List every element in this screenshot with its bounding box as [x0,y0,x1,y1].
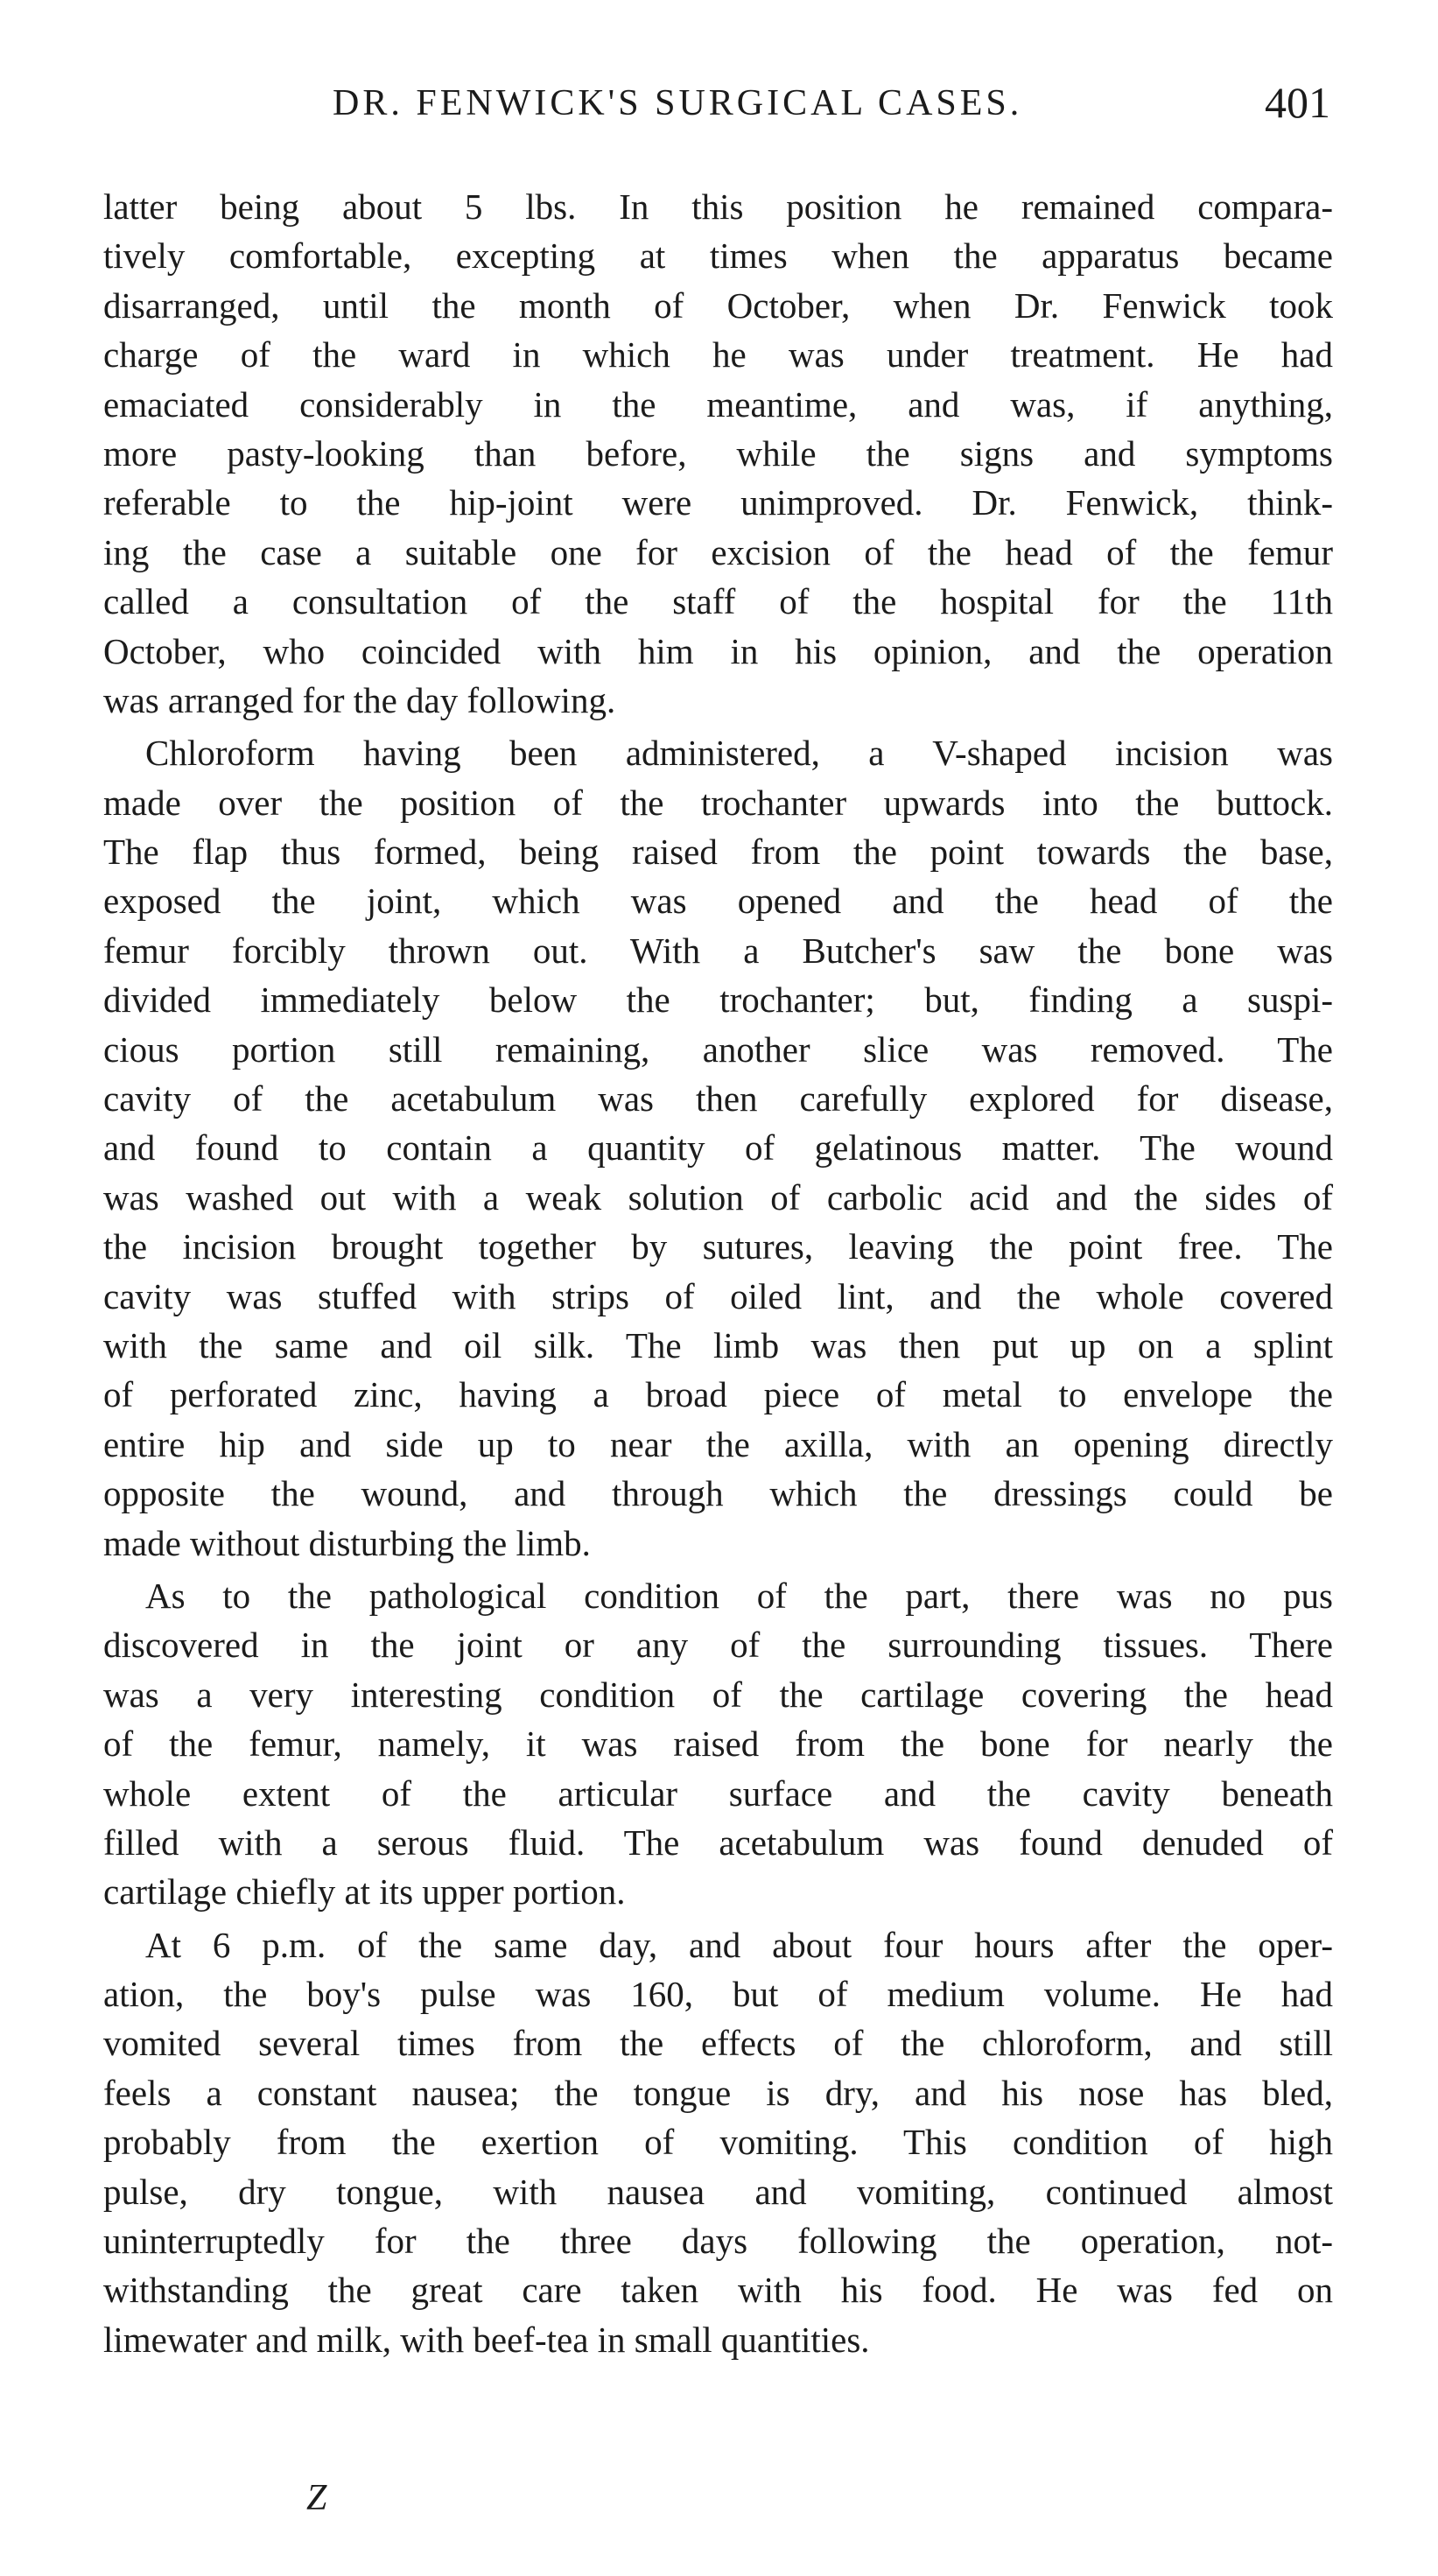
text-line: called a consultation of the staff of the hospital for the 11th [103,581,1333,622]
text-line: cavity was stuffed with strips of oiled lint, and the whole covered [103,1275,1333,1316]
text-line: cavity of the acetabulum was then carefully explored for disease, [103,1078,1333,1120]
text-line: disarranged, until the month of October, when Dr. Fenwick took [103,284,1333,326]
text-line: divided immediately below the trochanter; but, finding a suspi- [103,979,1333,1021]
text-line: exposed the joint, which was opened and the head of the [103,881,1333,922]
text-line: of perforated zinc, having a broad piece of metal to envelope the [103,1374,1333,1415]
text-line: At 6 p.m. of the same day, and about four hours after the oper- [145,1924,1333,1965]
text-line: femur forcibly thrown out. With a Butcher's saw the bone was [103,930,1333,971]
text-line: As to the pathological condition of the part, there was no pus [145,1575,1333,1616]
text-line: made without disturbing the limb. [103,1522,591,1563]
text-line: probably from the exertion of vomiting. This condition of high [103,2122,1333,2163]
text-line: was arranged for the day following. [103,679,616,720]
text-line: made over the position of the trochanter upwards into the buttock. [103,782,1333,823]
text-line: Chloroform having been administered, a V-shaped incision was [145,733,1333,774]
text-line: filled with a serous fluid. The acetabulum was found denuded of [103,1821,1333,1863]
text-line: charge of the ward in which he was under treatment. He had [103,334,1333,376]
text-line: discovered in the joint or any of the surrounding tissues. There [103,1625,1333,1666]
text-line: cartilage chiefly at its upper portion. [103,1871,626,1913]
text-line: the incision brought together by sutures, leaving the point free. The [103,1226,1333,1267]
text-line: limewater and milk, with beef-tea in small quantities. [103,2319,870,2360]
text-line: ing the case a suitable one for excision of the head of the femur [103,531,1333,572]
text-line: with the same and oil silk. The limb was then put up on a splint [103,1324,1333,1365]
signature-mark: Z [306,2478,327,2518]
paragraph [103,182,1333,725]
text-line: vomited several times from the effects of the chloroform, and still [103,2023,1333,2064]
text-line: emaciated considerably in the meantime, and was, if anything, [103,383,1333,425]
text-line: The flap thus formed, being raised from the point towards the base, [103,832,1333,873]
text-line: opposite the wound, and through which the dressings could be [103,1473,1333,1514]
page-header [105,77,1330,138]
text-line: tively comfortable, excepting at times when the apparatus became [103,235,1333,277]
text-line: withstanding the great care taken with his food. He was fed on [103,2270,1333,2311]
text-line: feels a constant nausea; the tongue is dry, and his nose has bled, [103,2072,1333,2113]
paragraph [103,1571,1333,1917]
text-line: whole extent of the articular surface and the cavity beneath [103,1772,1333,1814]
text-line: referable to the hip-joint were unimproved. Dr. Fenwick, think- [103,482,1333,523]
text-line: was washed out with a weak solution of carbolic acid and the sides of [103,1176,1333,1218]
text-line: was a very interesting condition of the cartilage covering the head [103,1674,1333,1715]
paragraph [103,1920,1333,2365]
page-number: 401 [1265,78,1330,127]
text-line: entire hip and side up to near the axilla, with an opening directly [103,1423,1333,1464]
text-line: uninterruptedly for the three days following the operation, not- [103,2221,1333,2262]
body-text [103,182,1333,2364]
paragraph [103,728,1333,1568]
text-line: more pasty-looking than before, while the signs and symptoms [103,432,1333,474]
running-title: DR. FENWICK'S SURGICAL CASES. [333,83,1023,123]
text-line: latter being about 5 lbs. In this position he remained compara- [103,186,1333,227]
text-line: cious portion still remaining, another slice was removed. The [103,1028,1333,1070]
text-line: ation, the boy's pulse was 160, but of medium volume. He had [103,1974,1333,2015]
text-line: pulse, dry tongue, with nausea and vomiting, continued almost [103,2171,1333,2212]
text-line: October, who coincided with him in his opinion, and the operation [103,630,1333,671]
text-line: and found to contain a quantity of gelatinous matter. The wound [103,1127,1333,1169]
text-line: of the femur, namely, it was raised from the bone for nearly the [103,1723,1333,1765]
